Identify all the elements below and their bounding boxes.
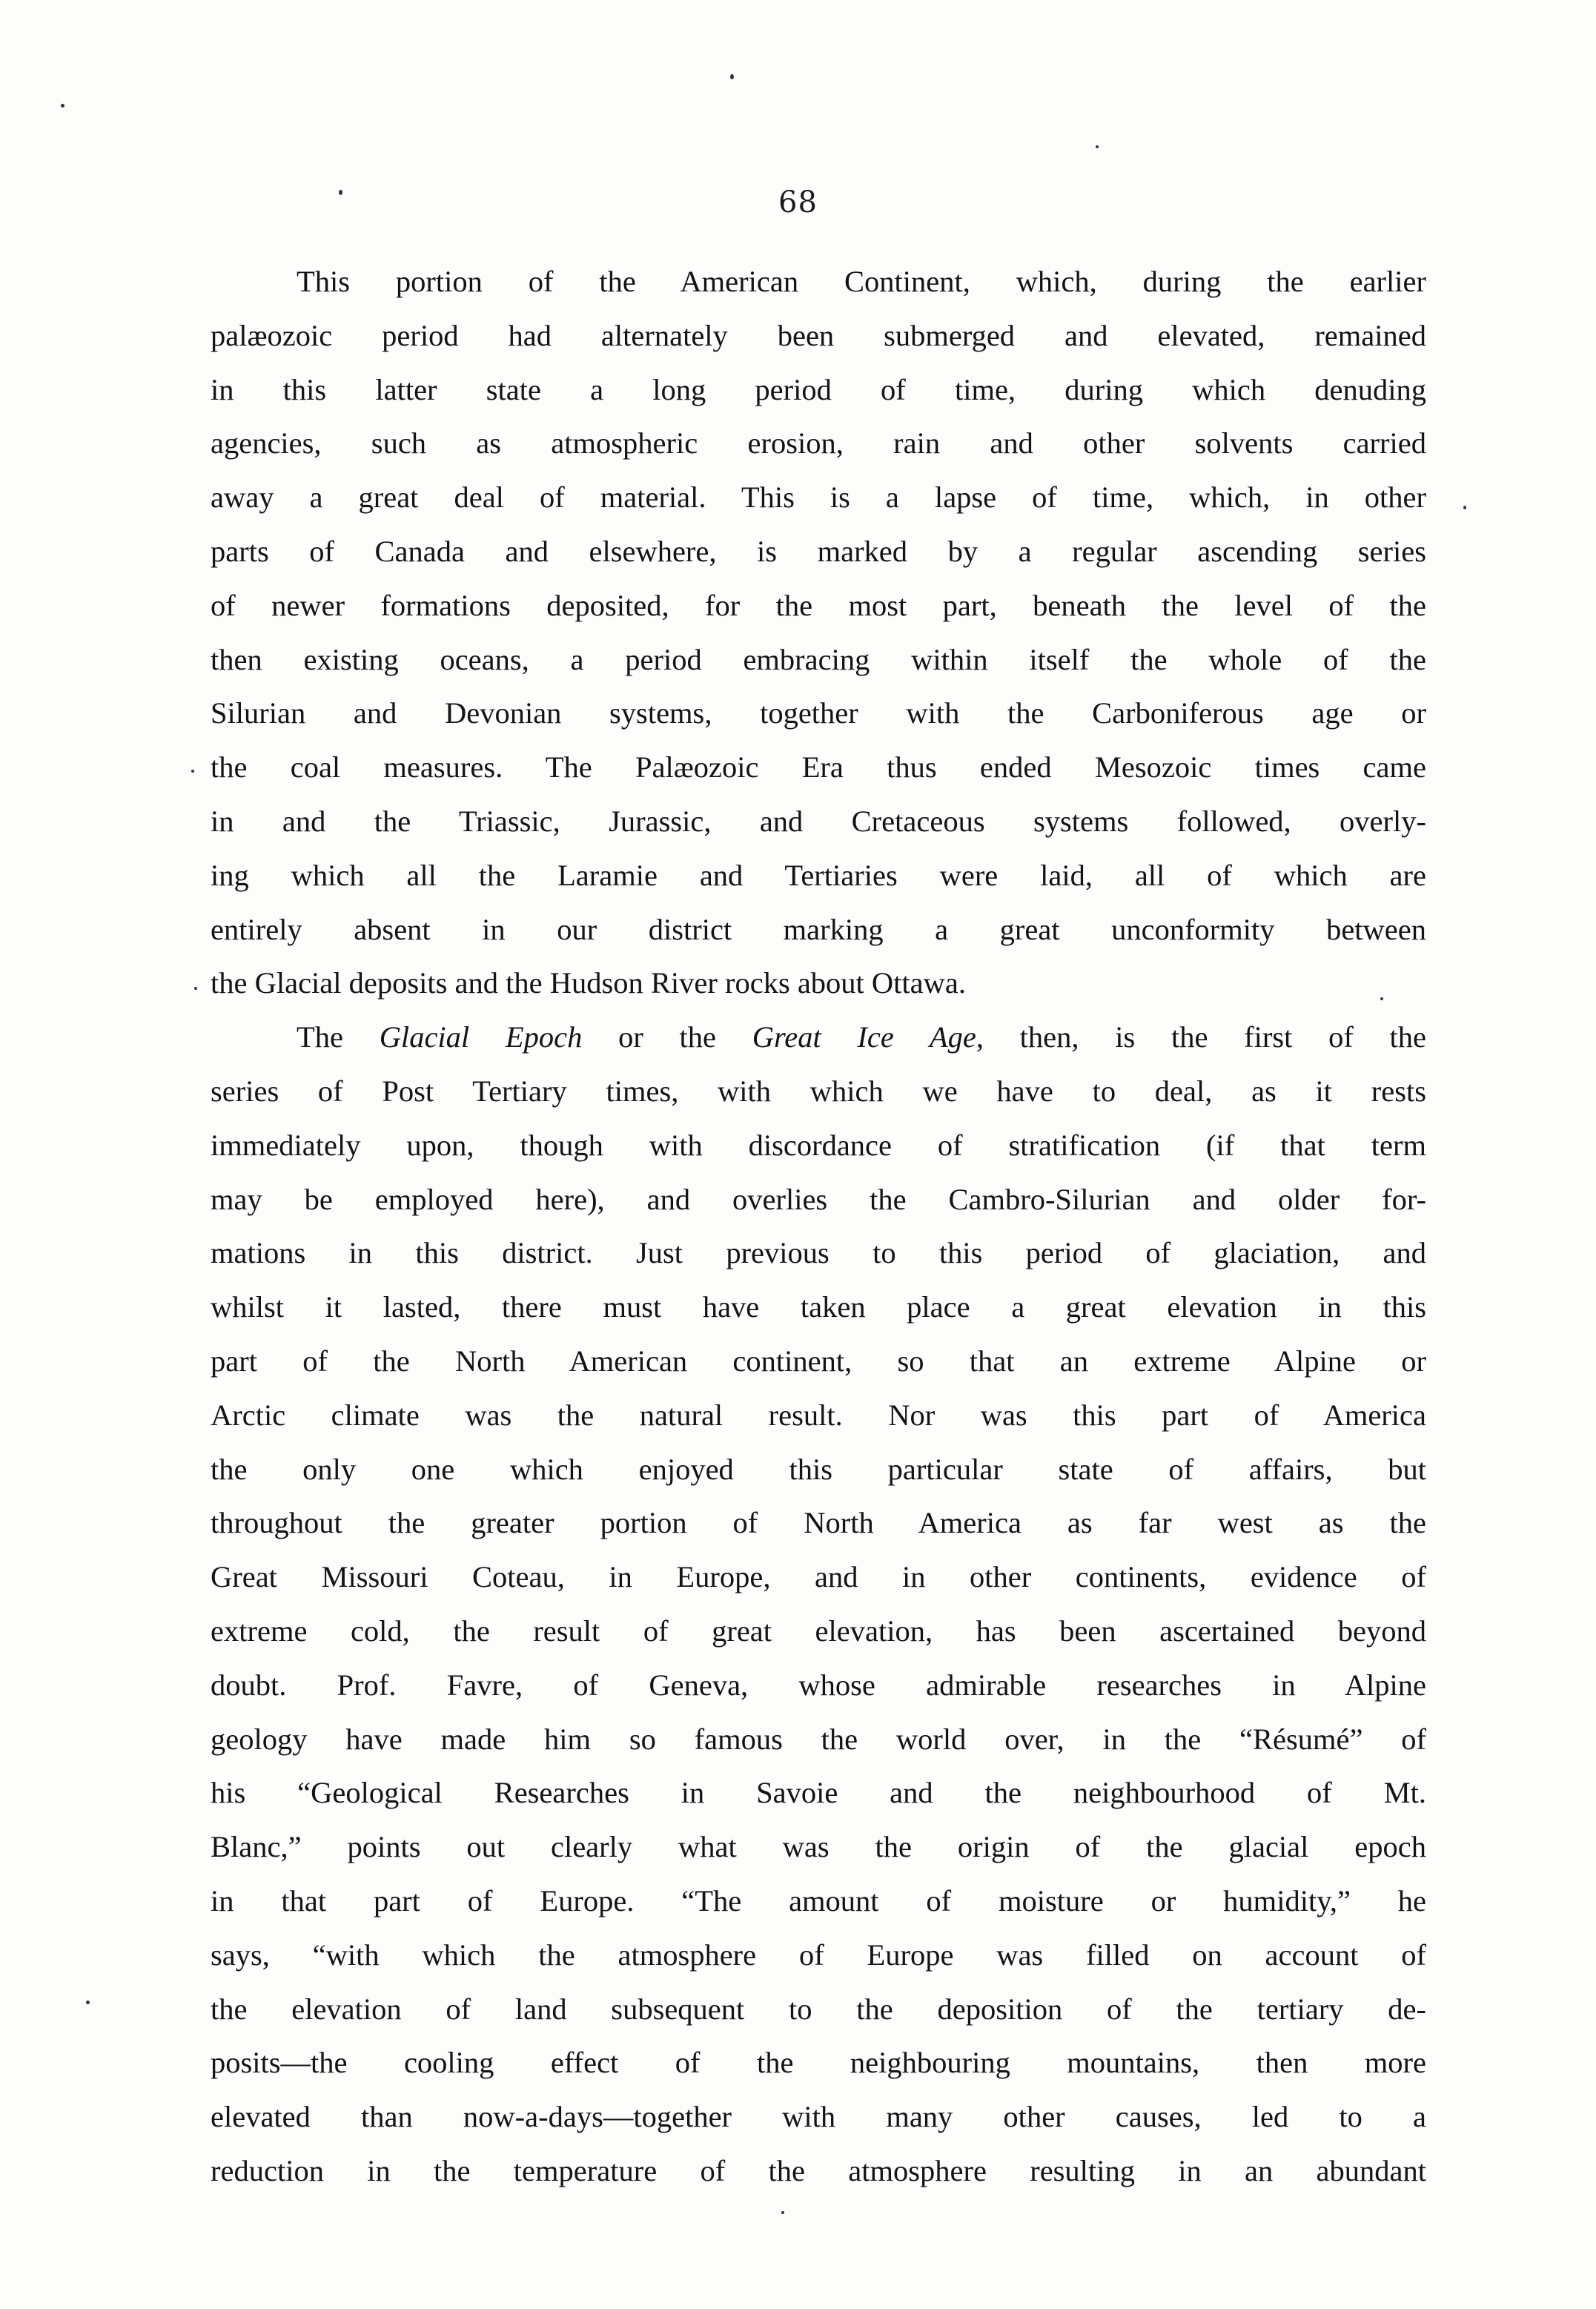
- text-line: in that part of Europe. “The amount of moisture or humidity,” he: [211, 1883, 1426, 1917]
- text-line: his “Geological Researches in Savoie and the neighbourhood of Mt.: [211, 1776, 1426, 1810]
- text-line: immediately upon, though with discordance of stratification (if that term: [211, 1128, 1426, 1162]
- text-line: whilst it lasted, there must have taken place a great elevation in this: [211, 1290, 1426, 1324]
- italic-term: Glacial Epoch: [379, 1020, 583, 1054]
- text-line: agencies, such as atmospheric erosion, rain and other solvents carried: [211, 426, 1426, 460]
- paragraph-2: [211, 1011, 1426, 2199]
- text-line: [211, 1011, 1426, 1065]
- text-line: series of Post Tertiary times, with which we have to deal, as it rests: [211, 1074, 1426, 1108]
- scan-speck: [194, 987, 197, 990]
- text-line: Arctic climate was the natural result. Nor was this part of America: [211, 1398, 1426, 1432]
- text-line: Great Missouri Coteau, in Europe, and in other continents, evidence of: [211, 1560, 1426, 1594]
- text-line: reduction in the temperature of the atmosphere resulting in an abundant: [211, 2153, 1426, 2187]
- text-line: part of the North American continent, so that an extreme Alpine or: [211, 1344, 1426, 1378]
- text-line: ing which all the Laramie and Tertiaries were laid, all of which are: [211, 858, 1426, 892]
- text-run: , then, is the first of the: [976, 1020, 1427, 1054]
- text-line: posits—the cooling effect of the neighbouring mountains, then more: [211, 2046, 1426, 2080]
- text-line: Silurian and Devonian systems, together with the Carboniferous age or: [211, 696, 1426, 730]
- text-line: entirely absent in our district marking a great unconformity between: [211, 912, 1426, 946]
- text-run: The: [297, 1020, 380, 1054]
- text-line: in this latter state a long period of time, during which denuding: [211, 372, 1426, 406]
- text-line: doubt. Prof. Favre, of Geneva, whose admirable researches in Alpine: [211, 1668, 1426, 1702]
- text-line: says, “with which the atmosphere of Europe was filled on account of: [211, 1938, 1426, 1972]
- text-line: mations in this district. Just previous to this period of glaciation, and: [211, 1236, 1426, 1270]
- text-line: extreme cold, the result of great elevation, has been ascertained beyond: [211, 1613, 1426, 1648]
- paragraph-1: [211, 255, 1426, 1011]
- scan-speck: [191, 770, 194, 773]
- scan-speck: [61, 104, 64, 108]
- text-line: geology have made him so famous the world over, in the “Résumé” of: [211, 1722, 1426, 1756]
- text-line: parts of Canada and elsewhere, is marked by a regular ascending series: [211, 534, 1426, 568]
- text-line: throughout the greater portion of North America as far west as the: [211, 1506, 1426, 1540]
- scan-speck: [86, 2001, 90, 2004]
- text-line: elevated than now-a-days—together with many other causes, led to a: [211, 2100, 1426, 2134]
- text-line: of newer formations deposited, for the most part, beneath the level of the: [211, 588, 1426, 622]
- scan-speck: [1463, 506, 1466, 509]
- text-line: This portion of the American Continent, which, during the earlier: [297, 265, 1426, 298]
- text-line: away a great deal of material. This is a lapse of time, which, in other: [211, 480, 1426, 515]
- text-line: the only one which enjoyed this particular state of affairs, but: [211, 1452, 1426, 1486]
- text-line: the elevation of land subsequent to the deposition of the tertiary de-: [211, 1992, 1426, 2026]
- scan-speck: [1096, 145, 1099, 148]
- scan-speck: [781, 2211, 784, 2214]
- text-run: or the: [582, 1020, 752, 1054]
- body-text: [211, 255, 1426, 2199]
- italic-term: Great Ice Age: [752, 1020, 976, 1054]
- scan-speck: [730, 74, 734, 79]
- text-line: palæozoic period had alternately been submerged and elevated, remained: [211, 318, 1426, 352]
- text-line: then existing oceans, a period embracing within itself the whole of the: [211, 642, 1426, 676]
- page-number: 68: [778, 185, 818, 219]
- text-line: the Glacial deposits and the Hudson River rocks about Ottawa.: [211, 966, 967, 1000]
- text-line: the coal measures. The Palæozoic Era thus ended Mesozoic times came: [211, 750, 1426, 784]
- text-line: in and the Triassic, Jurassic, and Cretaceous systems followed, overly-: [211, 804, 1426, 838]
- text-line: Blanc,” points out clearly what was the origin of the glacial epoch: [211, 1830, 1426, 1864]
- text-line: may be employed here), and overlies the Cambro-Silurian and older for-: [211, 1182, 1426, 1216]
